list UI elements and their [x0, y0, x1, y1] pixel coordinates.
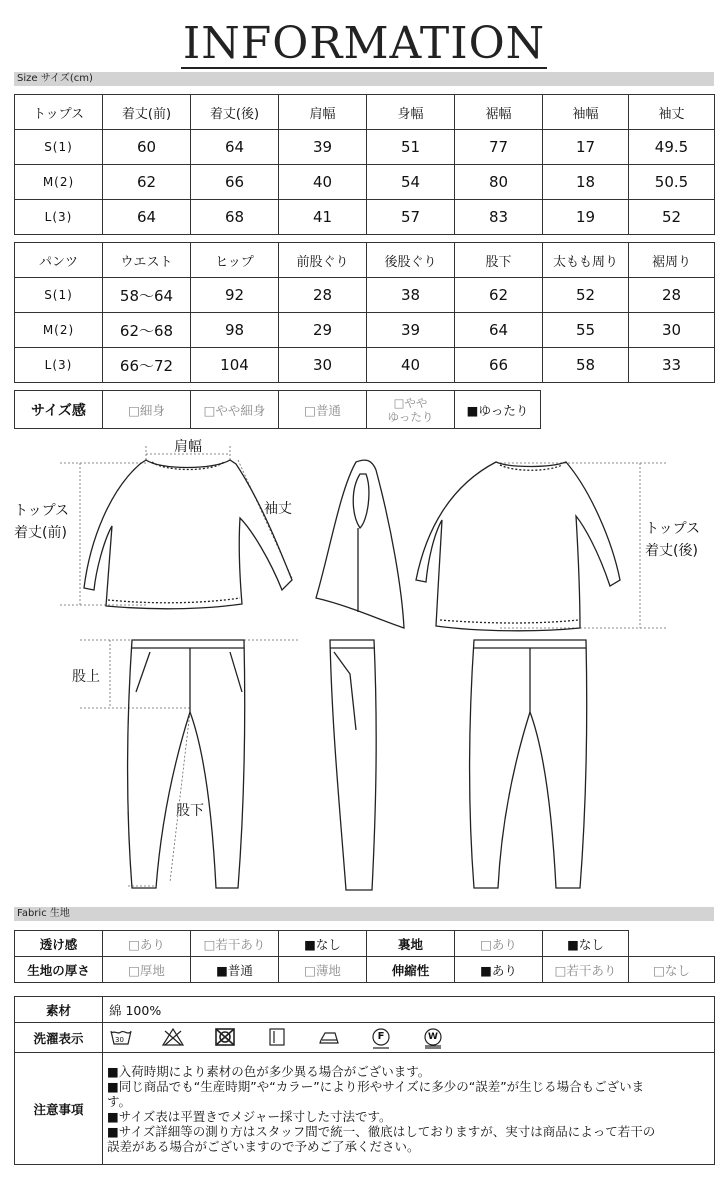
notes-label: 注意事項 [15, 1053, 103, 1165]
table-cell: 62〜68 [103, 313, 191, 348]
lining-label: 裏地 [367, 931, 455, 957]
fit-option-slightly-slim: □やや細身 [191, 391, 279, 429]
table-cell: 28 [629, 278, 715, 313]
table-cell: 60 [103, 130, 191, 165]
fabric-option: □厚地 [103, 957, 191, 983]
pants-size-table [14, 242, 715, 383]
material-table [14, 996, 715, 1165]
stretch-label: 伸縮性 [367, 957, 455, 983]
rise-label: 股上 [72, 669, 100, 685]
side-pants-drawing [330, 640, 376, 890]
fit-option-line: □やや [393, 395, 428, 410]
note-line: す。 [107, 1093, 132, 1109]
pants-header-cell: パンツ [15, 243, 103, 278]
fabric-option-selected: ■普通 [191, 957, 279, 983]
thickness-label: 生地の厚さ [15, 957, 103, 983]
size-section-bar: Size サイズ(cm) [14, 72, 714, 86]
dry-clean-f-icon [369, 1027, 421, 1049]
table-cell: 68 [191, 200, 279, 235]
table-cell: 66〜72 [103, 348, 191, 383]
fabric-option: □なし [629, 957, 715, 983]
no-bleach-icon [161, 1027, 213, 1049]
table-cell: 62 [103, 165, 191, 200]
size-label: L(3) [15, 348, 103, 383]
fit-option-line: ゆったり [387, 409, 434, 424]
table-cell: 58〜64 [103, 278, 191, 313]
pants-header-cell: 前股ぐり [279, 243, 367, 278]
notes-text [103, 1053, 715, 1165]
fabric-option-selected: ■あり [455, 957, 543, 983]
table-cell: 30 [629, 313, 715, 348]
fabric-option-selected: ■なし [279, 931, 367, 957]
back-pants-drawing [470, 640, 587, 888]
pants-header-row [15, 243, 715, 278]
table-cell: 57 [367, 200, 455, 235]
table-cell: 55 [543, 313, 629, 348]
size-feel-row [15, 391, 541, 429]
note-line: ■サイズ詳細等の測り方はスタッフ間で統一、徹底はしておりますが、実寸は商品によって若干の [107, 1123, 656, 1139]
pants-header-cell: ヒップ [191, 243, 279, 278]
size-label: S(1) [15, 130, 103, 165]
size-feel-table [14, 390, 541, 429]
tops-header-cell: 着丈(後) [191, 95, 279, 130]
notes-row [15, 1053, 715, 1165]
table-cell: 77 [455, 130, 543, 165]
table-cell: 17 [543, 130, 629, 165]
front-top-drawing [84, 460, 292, 609]
table-cell: 66 [455, 348, 543, 383]
pants-header-cell: 裾周り [629, 243, 715, 278]
fabric-option: □薄地 [279, 957, 367, 983]
fabric-option: □若干あり [543, 957, 629, 983]
material-label: 素材 [15, 997, 103, 1023]
fabric-option-selected: ■なし [543, 931, 629, 957]
table-cell: 80 [455, 165, 543, 200]
front-length-label-line: 着丈(前) [14, 525, 67, 541]
table-row [15, 165, 715, 200]
tops-header-cell: 袖丈 [629, 95, 715, 130]
wash-30-icon [109, 1027, 161, 1049]
table-cell: 29 [279, 313, 367, 348]
table-cell: 41 [279, 200, 367, 235]
measurement-guides [60, 446, 668, 886]
wash-temp: 30 [115, 1035, 124, 1044]
fabric-table [14, 930, 715, 983]
table-cell: 62 [455, 278, 543, 313]
fabric-row-sheerness [15, 931, 715, 957]
table-cell: 83 [455, 200, 543, 235]
table-cell: 52 [629, 200, 715, 235]
table-row [15, 313, 715, 348]
page-title: INFORMATION [182, 18, 546, 69]
note-line: ■入荷時期により素材の色が多少異る場合がございます。 [107, 1063, 431, 1079]
pants-header-cell: 太もも周り [543, 243, 629, 278]
tops-header-cell: 着丈(前) [103, 95, 191, 130]
table-cell: 64 [191, 130, 279, 165]
size-label: M(2) [15, 313, 103, 348]
table-cell: 58 [543, 348, 629, 383]
table-cell: 52 [543, 278, 629, 313]
empty-cell [629, 931, 715, 957]
tops-header-cell: 肩幅 [279, 95, 367, 130]
wet-clean-letter: W [428, 1031, 438, 1042]
fabric-row-thickness [15, 957, 715, 983]
table-cell: 92 [191, 278, 279, 313]
tops-header-cell: 身幅 [367, 95, 455, 130]
inseam-label: 股下 [176, 803, 204, 819]
care-row [15, 1023, 715, 1053]
front-length-label [14, 500, 69, 544]
table-row [15, 348, 715, 383]
back-length-label [645, 518, 700, 562]
care-icons [103, 1023, 715, 1053]
size-label: M(2) [15, 165, 103, 200]
tops-header-cell: 裾幅 [455, 95, 543, 130]
table-cell: 98 [191, 313, 279, 348]
dry-clean-letter: F [377, 1030, 385, 1042]
front-length-label-line: トップス [14, 503, 70, 519]
size-feel-label: サイズ感 [15, 391, 103, 429]
tops-header-cell: 袖幅 [543, 95, 629, 130]
fit-option-slim: □細身 [103, 391, 191, 429]
fabric-option: □あり [455, 931, 543, 957]
fabric-option: □若干あり [191, 931, 279, 957]
fit-option-slightly-loose [367, 391, 455, 429]
table-cell: 49.5 [629, 130, 715, 165]
table-cell: 39 [279, 130, 367, 165]
back-length-label-line: トップス [645, 521, 701, 537]
pants-header-cell: ウエスト [103, 243, 191, 278]
fit-option-regular: □普通 [279, 391, 367, 429]
table-cell: 19 [543, 200, 629, 235]
material-value: 綿 100% [103, 997, 715, 1023]
sleeve-length-label: 袖丈 [264, 501, 292, 517]
note-line: ■同じ商品でも“生産時期”や“カラー”により形やサイズに多少の“誤差”が生じる場合もございま [107, 1078, 645, 1094]
size-label: S(1) [15, 278, 103, 313]
shoulder-width-label: 肩幅 [174, 439, 202, 455]
table-cell: 104 [191, 348, 279, 383]
table-cell: 54 [367, 165, 455, 200]
back-top-drawing [416, 462, 620, 631]
table-row [15, 130, 715, 165]
note-line: ■サイズ表は平置きでメジャー採寸した寸法です。 [107, 1108, 392, 1124]
care-label: 洗濯表示 [15, 1023, 103, 1053]
table-cell: 18 [543, 165, 629, 200]
table-cell: 64 [455, 313, 543, 348]
table-row [15, 278, 715, 313]
garment-diagram [0, 430, 728, 900]
pants-header-cell: 股下 [455, 243, 543, 278]
table-cell: 51 [367, 130, 455, 165]
table-row [15, 200, 715, 235]
no-tumble-dry-icon [213, 1027, 265, 1049]
side-top-drawing [316, 460, 404, 628]
pants-header-cell: 後股ぐり [367, 243, 455, 278]
fabric-option: □あり [103, 931, 191, 957]
front-pants-drawing [128, 640, 245, 888]
table-cell: 64 [103, 200, 191, 235]
back-length-label-line: 着丈(後) [645, 543, 698, 559]
fit-option-loose: ■ゆったり [455, 391, 541, 429]
table-cell: 33 [629, 348, 715, 383]
fabric-section-bar: Fabric 生地 [14, 907, 714, 921]
table-cell: 40 [279, 165, 367, 200]
table-cell: 38 [367, 278, 455, 313]
sheerness-label: 透け感 [15, 931, 103, 957]
material-row [15, 997, 715, 1023]
iron-low-icon [317, 1027, 369, 1049]
line-dry-icon [265, 1027, 317, 1049]
tops-header-cell: トップス [15, 95, 103, 130]
table-cell: 40 [367, 348, 455, 383]
table-cell: 39 [367, 313, 455, 348]
table-cell: 50.5 [629, 165, 715, 200]
tops-header-row [15, 95, 715, 130]
table-cell: 28 [279, 278, 367, 313]
table-cell: 66 [191, 165, 279, 200]
table-cell: 30 [279, 348, 367, 383]
wet-clean-w-icon [421, 1027, 473, 1049]
tops-size-table [14, 94, 715, 235]
note-line: 誤差がある場合がございますので予めご了承ください。 [107, 1138, 420, 1154]
size-label: L(3) [15, 200, 103, 235]
